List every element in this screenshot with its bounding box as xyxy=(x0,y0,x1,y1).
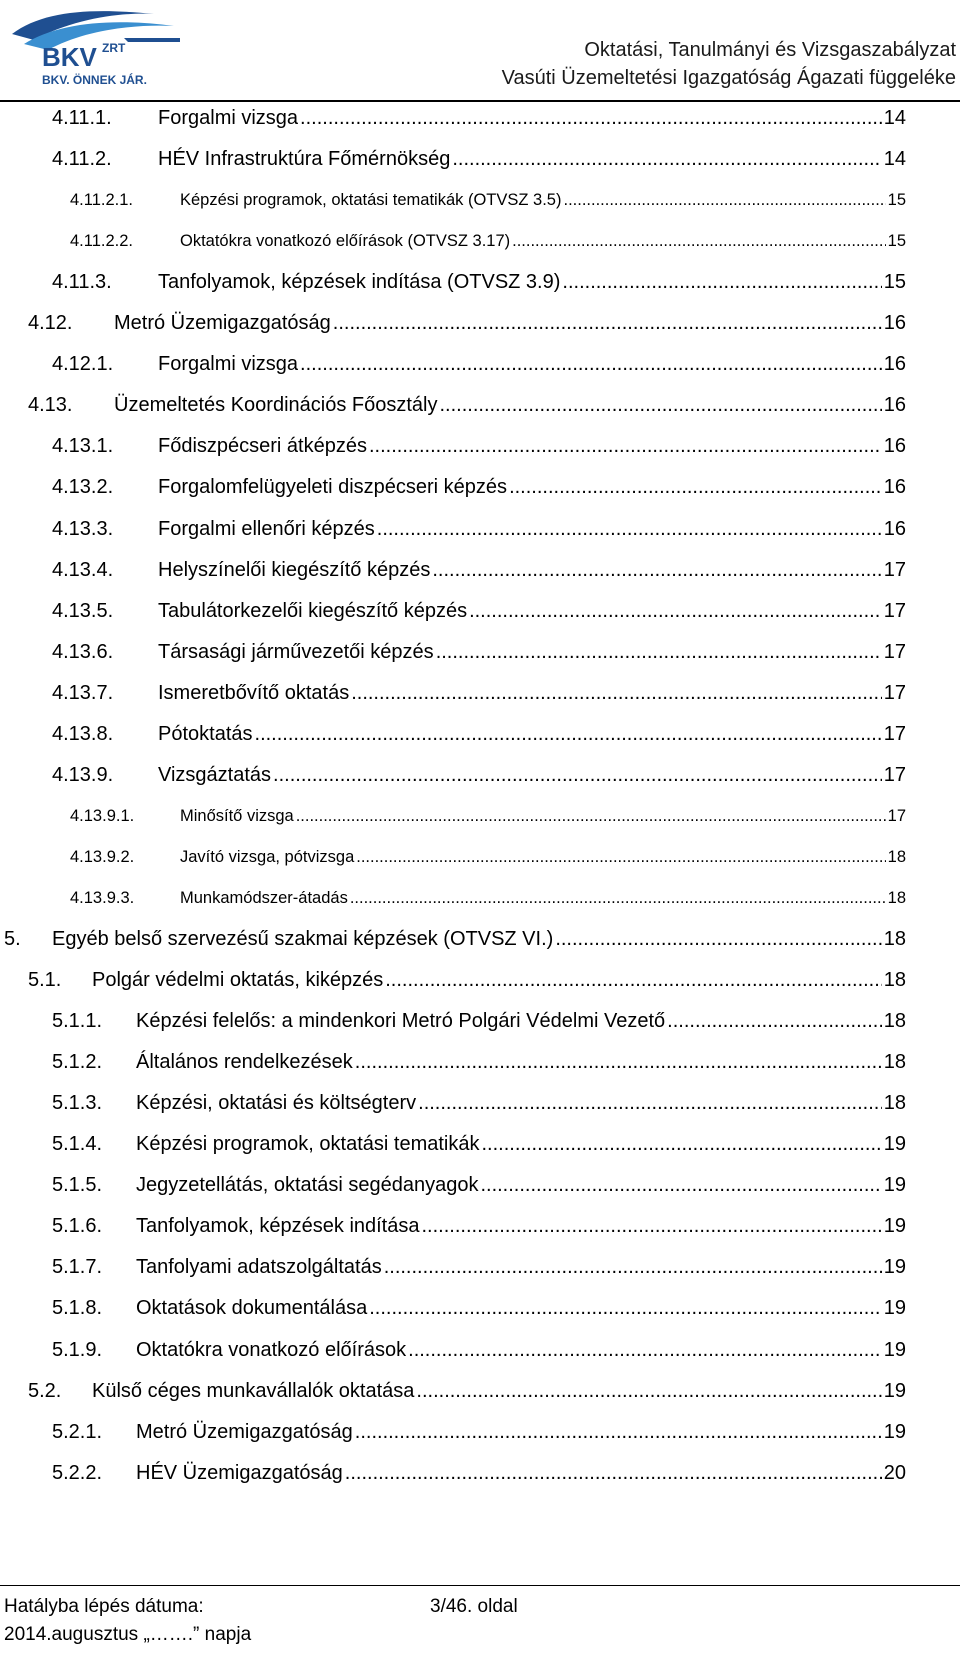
toc-dot-leader xyxy=(355,1417,882,1447)
toc-entry-page: 14 xyxy=(883,148,906,171)
toc-entry[interactable] xyxy=(52,637,906,667)
toc-dot-leader xyxy=(452,144,881,174)
toc-entry[interactable] xyxy=(28,1376,906,1406)
toc-entry[interactable] xyxy=(52,144,906,174)
toc-dot-leader xyxy=(356,842,885,872)
toc-entry-page: 16 xyxy=(883,435,906,458)
toc-entry[interactable] xyxy=(52,1129,906,1159)
toc-entry-title: Munkamódszer-átadás xyxy=(180,888,348,907)
toc-dot-leader xyxy=(418,1088,882,1118)
toc-dot-leader xyxy=(436,637,882,667)
document-title-line-2: Vasúti Üzemeltetési Igazgatóság Ágazati függeléke xyxy=(501,67,956,89)
toc-entry[interactable] xyxy=(52,103,906,133)
toc-entry-title: Javító vizsga, pótvizsga xyxy=(180,847,355,866)
toc-dot-leader xyxy=(333,308,882,338)
toc-dot-leader xyxy=(255,719,882,749)
toc-entry-title: Tanfolyamok, képzések indítása (OTVSZ 3.9) xyxy=(158,271,561,294)
toc-entry[interactable] xyxy=(52,1252,906,1282)
toc-entry[interactable] xyxy=(52,678,906,708)
toc-entry-page: 14 xyxy=(883,107,906,129)
toc-dot-leader xyxy=(377,514,882,544)
toc-entry-title: Egyéb belső szervezésű szakmai képzések (OTVSZ VI.) xyxy=(52,928,554,950)
toc-entry-page: 19 xyxy=(883,1256,906,1279)
toc-entry-number: 4.13. xyxy=(28,394,73,417)
effective-date-label: Hatályba lépés dátuma: xyxy=(4,1596,204,1617)
toc-dot-leader xyxy=(273,760,882,790)
toc-entry-title: Tabulátorkezelői kiegészítő képzés xyxy=(158,599,468,622)
toc-dot-leader xyxy=(482,1129,882,1159)
toc-entry-number: 5.1.7. xyxy=(52,1256,103,1279)
toc-dot-leader xyxy=(416,1376,881,1406)
toc-entry[interactable] xyxy=(52,596,906,626)
toc-entry-title: Metró Üzemigazgatóság xyxy=(136,1420,353,1443)
toc-entry-page: 16 xyxy=(883,394,906,417)
toc-entry[interactable] xyxy=(70,883,906,913)
toc-entry-title: Üzemeltetés Koordinációs Főosztály xyxy=(114,394,438,417)
toc-entry-number: 5.1.1. xyxy=(52,1010,103,1033)
toc-entry-number: 5.1.2. xyxy=(52,1051,103,1074)
toc-entry-title: Képzési programok, oktatási tematikák (OTVSZ 3.5) xyxy=(180,191,562,210)
toc-entry[interactable] xyxy=(52,514,906,544)
toc-entry-page: 15 xyxy=(887,191,906,210)
footer-divider xyxy=(0,1585,960,1586)
toc-dot-leader xyxy=(509,472,882,502)
toc-entry-number: 4.13.5. xyxy=(52,599,114,622)
toc-entry[interactable] xyxy=(52,1047,906,1077)
toc-dot-leader xyxy=(469,596,882,626)
toc-entry-page: 18 xyxy=(883,1051,906,1074)
toc-entry-title: Oktatások dokumentálása xyxy=(136,1297,368,1320)
toc-entry-page: 18 xyxy=(883,1010,906,1033)
toc-dot-leader xyxy=(562,267,881,297)
toc-entry-number: 5.1. xyxy=(28,969,62,992)
toc-entry-page: 20 xyxy=(883,1461,906,1484)
toc-entry-page: 19 xyxy=(883,1379,906,1402)
toc-entry-page: 19 xyxy=(883,1215,906,1238)
toc-entry-page: 18 xyxy=(887,847,906,866)
toc-entry-page: 17 xyxy=(887,806,906,825)
toc-dot-leader xyxy=(355,1047,882,1077)
toc-entry-title: Fődiszpécseri átképzés xyxy=(158,435,367,458)
toc-entry-page: 19 xyxy=(883,1420,906,1443)
toc-entry-page: 17 xyxy=(883,599,906,622)
document-title-line-1: Oktatási, Tanulmányi és Vizsgaszabályzat xyxy=(584,39,956,61)
toc-dot-leader xyxy=(351,678,882,708)
toc-dot-leader xyxy=(350,883,886,913)
toc-entry[interactable] xyxy=(52,1170,906,1200)
toc-dot-leader xyxy=(555,924,881,954)
toc-entry-page: 18 xyxy=(883,1092,906,1115)
toc-entry-title: Vizsgáztatás xyxy=(158,763,272,786)
toc-entry[interactable] xyxy=(52,349,906,379)
toc-entry-page: 19 xyxy=(883,1338,906,1361)
toc-entry-number: 4.11.2.1. xyxy=(70,191,133,210)
toc-entry-number: 5.1.4. xyxy=(52,1133,103,1156)
toc-dot-leader xyxy=(480,1170,881,1200)
toc-entry-number: 4.13.8. xyxy=(52,722,114,745)
toc-entry[interactable] xyxy=(52,1458,906,1488)
toc-entry-page: 17 xyxy=(883,722,906,745)
toc-entry-title: Külső céges munkavállalók oktatása xyxy=(92,1379,415,1402)
toc-entry-title: Oktatókra vonatkozó előírások (OTVSZ 3.17) xyxy=(180,232,511,251)
toc-entry-title: Metró Üzemigazgatóság xyxy=(114,312,331,335)
toc-entry-number: 5. xyxy=(4,928,21,950)
toc-entry[interactable] xyxy=(70,226,906,256)
toc-entry-page: 18 xyxy=(883,928,906,950)
svg-text:ZRT: ZRT xyxy=(102,41,126,55)
toc-entry-page: 17 xyxy=(883,640,906,663)
toc-entry[interactable] xyxy=(52,760,906,790)
effective-date-value: 2014.augusztus „…….” napja xyxy=(4,1624,252,1645)
toc-entry[interactable] xyxy=(52,1211,906,1241)
toc-entry-title: Minősítő vizsga xyxy=(180,806,294,825)
toc-entry-number: 4.11.1. xyxy=(52,107,112,129)
toc-entry-title: Polgár védelmi oktatás, kiképzés xyxy=(92,969,384,992)
toc-dot-leader xyxy=(369,1293,882,1323)
toc-dot-leader xyxy=(667,1006,882,1036)
toc-entry-number: 4.11.3. xyxy=(52,271,112,294)
toc-dot-leader xyxy=(369,431,882,461)
toc-entry[interactable] xyxy=(52,1335,906,1365)
toc-entry-title: Forgalmi vizsga xyxy=(158,107,299,129)
toc-entry-page: 17 xyxy=(883,763,906,786)
toc-entry-title: Jegyzetellátás, oktatási segédanyagok xyxy=(136,1174,479,1197)
toc-entry[interactable] xyxy=(52,267,906,297)
toc-entry-number: 5.1.6. xyxy=(52,1215,103,1238)
toc-entry[interactable] xyxy=(52,555,906,585)
toc-entry-title: Társasági járművezetői képzés xyxy=(158,640,434,663)
toc-entry-title: Forgalomfelügyeleti diszpécseri képzés xyxy=(158,476,508,499)
toc-dot-leader xyxy=(439,390,881,420)
toc-entry[interactable] xyxy=(4,924,906,954)
toc-entry[interactable] xyxy=(70,801,906,831)
toc-entry-title: Általános rendelkezések xyxy=(136,1051,353,1074)
toc-entry-title: Oktatókra vonatkozó előírások xyxy=(136,1338,407,1361)
toc-entry[interactable] xyxy=(70,842,906,872)
toc-entry-number: 4.13.6. xyxy=(52,640,114,663)
toc-entry-title: Ismeretbővítő oktatás xyxy=(158,681,350,704)
toc-entry-number: 5.2.2. xyxy=(52,1461,103,1484)
toc-entry-number: 4.11.2.2. xyxy=(70,232,133,251)
toc-entry-number: 4.13.2. xyxy=(52,476,114,499)
toc-dot-leader xyxy=(408,1335,882,1365)
toc-entry-number: 5.2. xyxy=(28,1379,62,1402)
svg-text:BKV: BKV xyxy=(42,42,97,72)
bkv-logo xyxy=(4,4,182,90)
toc-entry[interactable] xyxy=(28,965,906,995)
toc-entry-title: HÉV Infrastruktúra Főmérnökség xyxy=(158,148,451,171)
toc-dot-leader xyxy=(345,1458,882,1488)
toc-entry[interactable] xyxy=(52,719,906,749)
toc-entry-page: 16 xyxy=(883,353,906,376)
toc-dot-leader xyxy=(384,1252,882,1282)
toc-dot-leader xyxy=(385,965,882,995)
toc-entry-number: 4.11.2. xyxy=(52,148,112,171)
header-divider xyxy=(0,100,960,102)
toc-dot-leader xyxy=(512,226,886,256)
toc-entry-title: Képzési programok, oktatási tematikák xyxy=(136,1133,480,1156)
toc-entry-page: 18 xyxy=(887,888,906,907)
toc-entry-title: Képzési felelős: a mindenkori Metró Polgári Védelmi Vezető xyxy=(136,1010,666,1033)
svg-text:BKV. ÖNNEK JÁR.: BKV. ÖNNEK JÁR. xyxy=(42,73,147,87)
toc-entry-page: 16 xyxy=(883,312,906,335)
toc-entry-title: HÉV Üzemigazgatóság xyxy=(136,1461,343,1484)
toc-entry-page: 19 xyxy=(883,1133,906,1156)
toc-entry-page: 16 xyxy=(883,476,906,499)
toc-entry[interactable] xyxy=(52,1293,906,1323)
toc-entry-page: 19 xyxy=(883,1174,906,1197)
toc-dot-leader xyxy=(300,349,882,379)
toc-entry[interactable] xyxy=(70,185,906,215)
page-footer xyxy=(0,1585,960,1653)
toc-entry-number: 4.13.9.2. xyxy=(70,847,135,866)
toc-entry-page: 16 xyxy=(883,517,906,540)
toc-entry-title: Tanfolyami adatszolgáltatás xyxy=(136,1256,382,1279)
toc-dot-leader xyxy=(563,185,885,215)
toc-entry[interactable] xyxy=(52,1417,906,1447)
toc-entry-number: 5.1.9. xyxy=(52,1338,103,1361)
toc-entry-number: 4.13.7. xyxy=(52,681,114,704)
toc-entry-title: Forgalmi ellenőri képzés xyxy=(158,517,375,540)
toc-entry-title: Pótoktatás xyxy=(158,722,253,745)
toc-dot-leader xyxy=(422,1211,882,1241)
toc-entry-number: 4.12.1. xyxy=(52,353,114,376)
toc-entry[interactable] xyxy=(52,431,906,461)
toc-entry-number: 5.1.3. xyxy=(52,1092,103,1115)
toc-entry-number: 4.13.1. xyxy=(52,435,114,458)
toc-entry-number: 5.1.8. xyxy=(52,1297,103,1320)
toc-entry-number: 4.12. xyxy=(28,312,73,335)
toc-entry-page: 18 xyxy=(883,969,906,992)
page-indicator: 3/46. oldal xyxy=(430,1596,518,1617)
effective-date-block xyxy=(4,1593,251,1649)
toc-entry-page: 15 xyxy=(883,271,906,294)
toc-entry[interactable] xyxy=(28,308,906,338)
toc-entry-title: Helyszínelői kiegészítő képzés xyxy=(158,558,431,581)
toc-entry[interactable] xyxy=(52,1006,906,1036)
toc-entry-number: 4.13.3. xyxy=(52,517,114,540)
toc-entry-number: 4.13.4. xyxy=(52,558,114,581)
toc-entry-title: Tanfolyamok, képzések indítása xyxy=(136,1215,420,1238)
toc-entry[interactable] xyxy=(52,1088,906,1118)
toc-entry[interactable] xyxy=(52,472,906,502)
toc-dot-leader xyxy=(432,555,881,585)
toc-dot-leader xyxy=(300,103,882,133)
toc-entry-title: Képzési, oktatási és költségterv xyxy=(136,1092,417,1115)
toc-dot-leader xyxy=(296,801,886,831)
toc-entry-title: Forgalmi vizsga xyxy=(158,353,299,376)
toc-entry-page: 17 xyxy=(883,558,906,581)
document-title xyxy=(502,36,956,92)
toc-entry-number: 4.13.9.1. xyxy=(70,806,135,825)
toc-entry-page: 19 xyxy=(883,1297,906,1320)
toc-entry-number: 4.13.9.3. xyxy=(70,888,135,907)
page-header xyxy=(0,0,960,100)
toc-entry-page: 17 xyxy=(883,681,906,704)
toc-entry[interactable] xyxy=(28,390,906,420)
toc-entry-number: 4.13.9. xyxy=(52,763,114,786)
toc-entry-number: 5.2.1. xyxy=(52,1420,103,1443)
toc-entry-number: 5.1.5. xyxy=(52,1174,103,1197)
toc-entry-page: 15 xyxy=(887,232,906,251)
